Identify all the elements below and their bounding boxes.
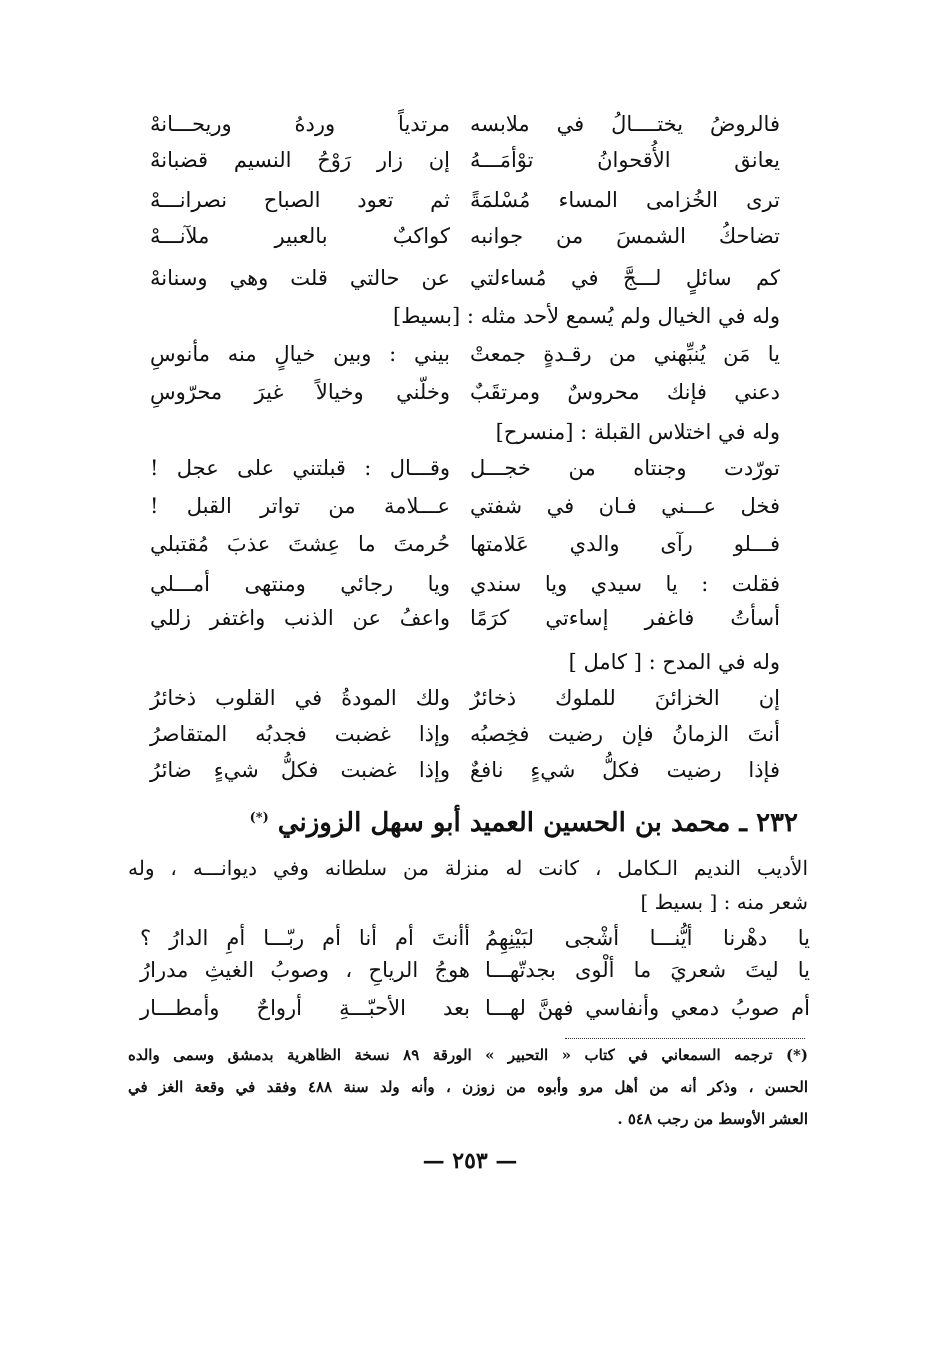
verse-first-hemistich: أم صوبُ دمعي وأنفاسي فهنَّ لهـــا <box>485 996 810 1020</box>
page-number: — ٢٥٣ — <box>422 1148 518 1174</box>
verse-second-hemistich: واعفُ عن الذنب واغتفر زللي <box>150 606 450 630</box>
verse-first-hemistich: فـــلو رآى والدي عَلامتها <box>470 532 780 556</box>
verse-first-hemistich: تورّدت وجنتاه من خجـــل <box>470 456 780 480</box>
verse-first-hemistich: أنتَ الزمانُ فإن رضيت فخِصبُه <box>470 722 780 746</box>
verse-second-hemistich: عـــلامة من تواتر القبل ! <box>150 494 450 518</box>
verse-second-hemistich: كواكبٌ بالعبير ملآنـــهْ <box>150 224 450 248</box>
verse-first-hemistich: يعانق الأُقحوانُ توْأمَـــهُ <box>470 148 780 172</box>
verse-first-hemistich: أسأتُ فاغفر إساءتي كرَمًا <box>470 606 780 630</box>
verse-line <box>140 958 810 992</box>
poem-intro: وله في الخيال ولم يُسمع لأحد مثله : [بسيط] <box>392 304 780 328</box>
verse-second-hemistich: وإذا غضبت فجدبُه المتقاصرُ <box>150 722 450 746</box>
verse-line <box>150 572 780 606</box>
verse-line <box>140 926 810 960</box>
footnote-line: (*) ترجمه السمعاني في كتاب « التحبير » الورقة ٨٩ نسخة الظاهرية بدمشق وسمى والده <box>128 1046 808 1064</box>
verse-first-hemistich: يا دهْرنا أيُّنـــا أشْجى لبَيْنِهِمُ <box>485 926 810 950</box>
verse-second-hemistich: وخلّني وخيالاً غيرَ محرّوسِ <box>150 380 450 404</box>
verse-second-hemistich: وإذا غضبت فكلُّ شيءٍ ضائرُ <box>150 758 450 782</box>
verse-second-hemistich: إن زار رَوْحُ النسيم قضبانهْ <box>150 148 450 172</box>
verse-line <box>150 266 780 300</box>
verse-line <box>150 606 780 640</box>
verse-first-hemistich: تضاحكُ الشمسَ من جوانبه <box>470 224 780 248</box>
verse-second-hemistich: بيني : وبين خيالٍ منه مأنوسِ <box>150 342 450 366</box>
verse-first-hemistich: دعني فإنك محروسٌ ومرتقَبٌ <box>470 380 780 404</box>
poem-intro: وله في المدح : [ كامل ] <box>568 650 780 674</box>
verse-first-hemistich: إن الخزائنَ للملوك ذخائرٌ <box>470 686 780 710</box>
verse-first-hemistich: فقلت : يا سيدي ويا سندي <box>470 572 780 596</box>
verse-second-hemistich: عن حالتي قلت وهي وسنانهْ <box>150 266 450 290</box>
verse-second-hemistich: هوجُ الرياحِ ، وصوبُ الغيثِ مدرارُ <box>140 958 470 982</box>
verse-line <box>150 456 780 490</box>
verse-first-hemistich: يا مَن يُنبِّهني من رقـدةٍ جمعتْ <box>470 342 780 366</box>
verse-line <box>150 494 780 528</box>
verse-line <box>150 148 780 182</box>
verse-first-hemistich: يا ليتَ شعريَ ما ألْوى بجدتّهـــا <box>485 958 810 982</box>
entry-heading <box>250 808 798 838</box>
footnote-line: العشر الأوسط من رجب ٥٤٨ . <box>617 1110 808 1128</box>
poem-intro: وله في اختلاس القبلة : [منسرح] <box>495 420 780 444</box>
verse-first-hemistich: فخل عـــني فـان في شفتي <box>470 494 780 518</box>
verse-line <box>150 380 780 414</box>
verse-second-hemistich: ويا رجائي ومنتهى أمـــلي <box>150 572 450 596</box>
verse-second-hemistich: مرتدياً وردهُ وريحـــانهْ <box>150 112 450 136</box>
biography-text: الأديب النديم الـكامل ، كانت له منزلة من سلطانه وفي ديوانـــه ، وله <box>128 856 808 880</box>
footnote-marker: (*) <box>249 810 269 826</box>
verse-first-hemistich: كم سائلٍ لـــجَّ في مُساءلتي <box>470 266 780 290</box>
entry-title: ٢٣٢ ـ محمد بن الحسين العميد أبو سهل الزوزني <box>277 808 798 838</box>
verse-line <box>150 342 780 376</box>
verse-first-hemistich: ترى الخُزامى المساء مُسْلمَةً <box>470 188 780 212</box>
verse-second-hemistich: ثم تعود الصباح نصرانـــهْ <box>150 188 450 212</box>
biography-text: شعر منه : [ بسيط ] <box>640 890 808 914</box>
footnote-separator <box>565 1038 805 1039</box>
verse-second-hemistich: حُرمتَ ما عِشتَ عذبَ مُقتبلي <box>150 532 450 556</box>
footnote-line: الحسن ، وذكر أنه من أهل مرو وأبوه من زوزن ، وأنه ولد سنة ٤٨٨ وفقد في وقعة الغز في <box>128 1078 808 1096</box>
verse-line <box>150 686 780 720</box>
verse-first-hemistich: فإذا رضيت فكلُّ شيءٍ نافعٌ <box>470 758 780 782</box>
verse-line <box>150 532 780 566</box>
verse-line <box>140 996 810 1030</box>
verse-second-hemistich: ولك المودةُ في القلوب ذخائرُ <box>150 686 450 710</box>
verse-line <box>150 722 780 756</box>
verse-line <box>150 112 780 146</box>
verse-line <box>150 758 780 792</box>
verse-line <box>150 224 780 258</box>
verse-second-hemistich: بعد الأحبّـــةِ أرواحٌ وأمطـــار <box>140 996 470 1020</box>
verse-first-hemistich: فالروضُ يختــــالُ في ملابسه <box>470 112 780 136</box>
verse-second-hemistich: وقـــال : قبلتني على عجل ! <box>150 456 450 480</box>
verse-second-hemistich: أأنتَ أم أنا أم ربّـــا أمِ الدارُ ؟ <box>140 926 470 950</box>
verse-line <box>150 188 780 222</box>
